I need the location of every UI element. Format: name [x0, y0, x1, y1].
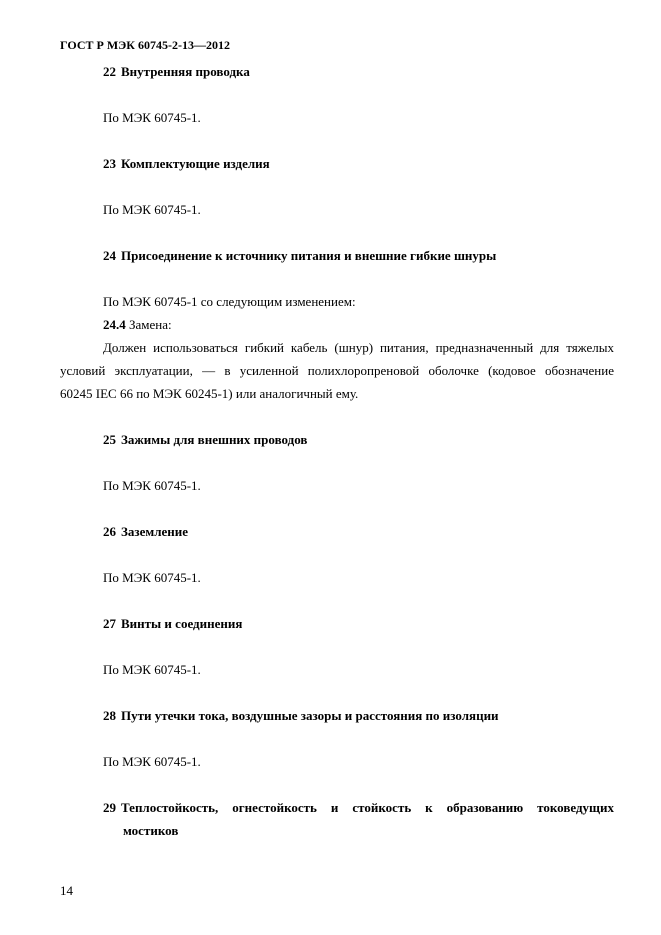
section-title-line-2: мостиков — [123, 823, 179, 838]
section-heading-24 — [103, 248, 496, 264]
section-text-22: По МЭК 60745-1. — [103, 110, 201, 125]
section-text-27: По МЭК 60745-1. — [103, 662, 201, 677]
section-title: Пути утечки тока, воздушные зазоры и расстояния по изоляции — [121, 708, 499, 723]
clause-number: 24.4 — [103, 317, 126, 332]
section-heading-25 — [103, 432, 307, 448]
clause-24-4-line-2 — [60, 363, 614, 379]
section-text-25: По МЭК 60745-1. — [103, 478, 201, 493]
section-title-line-1: Теплостойкость, огнестойкость и стойкость к образованию токоведущих — [121, 800, 614, 815]
clause-24-4-line-1 — [103, 340, 614, 356]
clause-24-4-line-3: 60245 IEC 66 по МЭК 60245-1) или аналогичный ему. — [60, 386, 359, 401]
section-title: Внутренняя проводка — [121, 64, 250, 79]
section-heading-28 — [103, 708, 499, 724]
section-text-23: По МЭК 60745-1. — [103, 202, 201, 217]
section-heading-27 — [103, 616, 242, 632]
section-number: 27 — [103, 616, 116, 631]
section-number: 28 — [103, 708, 116, 723]
paragraph-line: Должен использоваться гибкий кабель (шнур) питания, предназначенный для тяжелых — [103, 340, 614, 355]
section-text-24: По МЭК 60745-1 со следующим изменением: — [103, 294, 356, 309]
clause-24-4 — [103, 317, 172, 333]
section-title: Заземление — [121, 524, 189, 539]
section-number: 29 — [103, 800, 116, 815]
section-title: Комплектующие изделия — [121, 156, 270, 171]
section-number: 26 — [103, 524, 116, 539]
section-heading-26 — [103, 524, 188, 540]
section-heading-23 — [103, 156, 270, 172]
section-number: 22 — [103, 64, 116, 79]
section-text-28: По МЭК 60745-1. — [103, 754, 201, 769]
section-number: 24 — [103, 248, 116, 263]
clause-label: Замена: — [129, 317, 172, 332]
section-number: 23 — [103, 156, 116, 171]
section-text-26: По МЭК 60745-1. — [103, 570, 201, 585]
document-header: ГОСТ Р МЭК 60745-2-13—2012 — [60, 38, 230, 52]
section-heading-29 — [103, 800, 614, 816]
page-number: 14 — [60, 883, 73, 898]
section-title: Присоединение к источнику питания и внешние гибкие шнуры — [121, 248, 497, 263]
section-heading-22 — [103, 64, 250, 80]
section-title: Зажимы для внешних проводов — [121, 432, 308, 447]
section-title: Винты и соединения — [121, 616, 243, 631]
section-number: 25 — [103, 432, 116, 447]
paragraph-line: условий эксплуатации, — в усиленной полихлоропреновой оболочке (кодовое обозначение — [60, 363, 614, 378]
